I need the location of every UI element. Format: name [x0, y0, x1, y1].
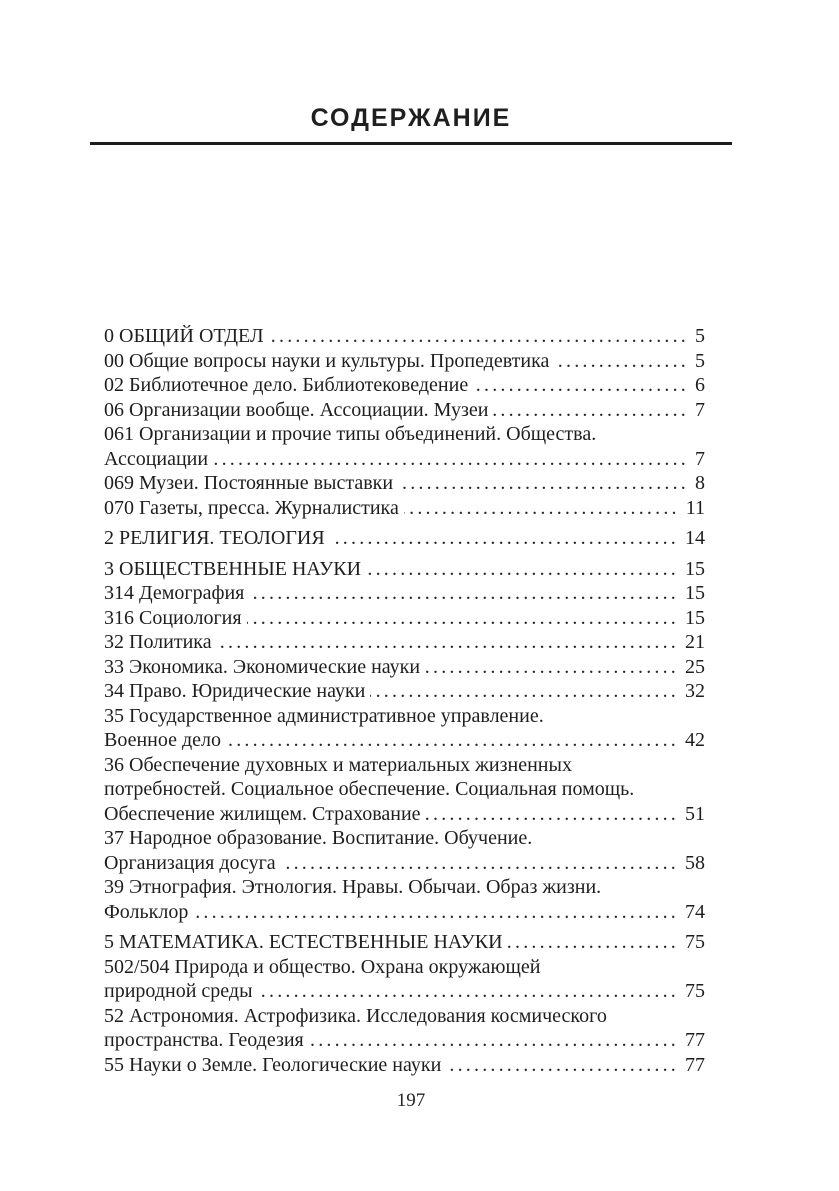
toc-entry: [104, 1004, 705, 1053]
toc-entry-line: 52 Астрономия. Астрофизика. Исследования космического: [104, 1004, 607, 1027]
toc-entry: [104, 496, 705, 521]
toc-entry: [104, 526, 705, 551]
toc-page-number: 32: [685, 680, 705, 702]
dot-leader: [226, 728, 679, 753]
toc-entry-text: Военное дело: [104, 729, 222, 751]
toc-entry-text: Фольклор: [104, 900, 189, 923]
toc-entry-line-with-leader: [104, 930, 705, 955]
toc-entry-line-with-leader: [104, 851, 705, 876]
dot-leader: [446, 1053, 679, 1078]
toc-entry-line: 502/504 Природа и общество. Охрана окружающей: [104, 955, 541, 978]
toc-page-number: 6: [695, 374, 705, 396]
toc-entry-text: Организация досуга: [104, 851, 276, 874]
dot-leader: [213, 447, 689, 472]
dot-leader: [398, 471, 689, 496]
toc-page-number: 14: [685, 527, 705, 549]
table-of-contents: [104, 324, 705, 1077]
dot-leader: [493, 398, 689, 423]
toc-entry-text: Ассоциации: [104, 447, 209, 470]
toc-entry: [104, 398, 705, 423]
dot-leader: [425, 655, 679, 680]
toc-page-number: 75: [685, 931, 705, 953]
toc-entry-text: 02 Библиотечное дело. Библиотековедение: [104, 374, 469, 396]
toc-entry: [104, 373, 705, 398]
toc-entry-line-with-leader: [104, 679, 705, 704]
dot-leader: [426, 802, 679, 827]
toc-entry: [104, 875, 705, 924]
toc-entry-text: 316 Социология: [104, 606, 242, 629]
dot-leader: [404, 496, 680, 521]
toc-entry-line-with-leader: [104, 471, 705, 496]
toc-page-number: 51: [685, 802, 705, 825]
toc-page-number: 42: [685, 729, 705, 751]
toc-page-number: 75: [685, 980, 705, 1002]
toc-page-number: 21: [685, 631, 705, 653]
toc-entry-line-with-leader: [104, 349, 705, 374]
toc-entry: [104, 753, 705, 827]
toc-page-number: 15: [685, 606, 705, 629]
toc-page-number: 7: [695, 398, 705, 421]
toc-entry-text: 069 Музеи. Постоянные выставки: [104, 472, 394, 494]
dot-leader: [193, 900, 679, 925]
toc-entry-text: 33 Экономика. Экономические науки: [104, 655, 421, 678]
toc-entry-text: 34 Право. Юридические науки: [104, 680, 366, 702]
toc-entry-text: 0 ОБЩИЙ ОТДЕЛ: [104, 325, 264, 347]
toc-entry: [104, 606, 705, 631]
toc-entry-line-with-leader: [104, 324, 705, 349]
toc-header: [90, 103, 732, 145]
toc-entry: [104, 581, 705, 606]
toc-entry-line: 061 Организации и прочие типы объединений. Общества.: [104, 423, 597, 445]
toc-entry: [104, 1053, 705, 1078]
toc-entry-text: 5 МАТЕМАТИКА. ЕСТЕСТВЕННЫЕ НАУКИ: [104, 931, 503, 953]
toc-entry-line: 36 Обеспечение духовных и материальных жизненных: [104, 753, 572, 776]
toc-entry-line-with-leader: [104, 655, 705, 680]
dot-leader: [249, 581, 679, 606]
toc-entry-text: 2 РЕЛИГИЯ. ТЕОЛОГИЯ: [104, 527, 325, 549]
toc-entry-line-with-leader: [104, 979, 705, 1004]
toc-entry-text: Обеспечение жилищем. Страхование: [104, 802, 421, 825]
toc-entry-text: 070 Газеты, пресса. Журналистика: [104, 496, 399, 519]
dot-leader: [370, 679, 679, 704]
toc-entry: [104, 704, 705, 753]
toc-entry-line-with-leader: [104, 557, 705, 582]
toc-page-number: 5: [695, 349, 705, 372]
toc-entry-line-with-leader: [104, 398, 705, 423]
dot-leader: [330, 526, 679, 551]
toc-page-number: 77: [685, 1053, 705, 1076]
toc-page-number: 58: [685, 851, 705, 874]
toc-entry-text: пространства. Геодезия: [104, 1029, 304, 1051]
page-title: СОДЕРЖАНИЕ: [310, 104, 512, 132]
toc-entry-line-with-leader: [104, 496, 705, 521]
toc-entry-line-with-leader: [104, 526, 705, 551]
dot-leader: [473, 373, 689, 398]
toc-entry-line: 39 Этнография. Этнология. Нравы. Обычаи. Образ жизни.: [104, 876, 602, 898]
toc-entry-text: 06 Организации вообще. Ассоциации. Музеи: [104, 398, 489, 421]
dot-leader: [309, 1028, 679, 1053]
toc-entry-line-with-leader: [104, 1028, 705, 1053]
toc-entry-text: 00 Общие вопросы науки и культуры. Пропедевтика: [104, 349, 550, 372]
toc-entry: [104, 349, 705, 374]
toc-entry-line-with-leader: [104, 373, 705, 398]
dot-leader: [554, 349, 689, 374]
toc-page-number: 77: [685, 1029, 705, 1051]
toc-entry-line: 35 Государственное административное управление.: [104, 704, 544, 727]
toc-entry-line-with-leader: [104, 606, 705, 631]
toc-entry-line-with-leader: [104, 728, 705, 753]
dot-leader: [247, 606, 679, 631]
toc-entry: [104, 422, 705, 471]
toc-page-number: 8: [695, 472, 705, 494]
toc-entry-line-with-leader: [104, 447, 705, 472]
toc-entry-text: 314 Демография: [104, 582, 245, 604]
toc-entry: [104, 630, 705, 655]
toc-entry-line-with-leader: [104, 630, 705, 655]
toc-entry-line-with-leader: [104, 1053, 705, 1078]
toc-page-number: 7: [695, 447, 705, 470]
dot-leader: [269, 324, 689, 349]
toc-page-number: 15: [685, 582, 705, 604]
toc-entry: [104, 826, 705, 875]
folio-page-number: 197: [396, 1090, 426, 1111]
toc-entry-text: 32 Политика: [104, 631, 212, 653]
dot-leader: [366, 557, 679, 582]
dot-leader: [281, 851, 679, 876]
toc-page-number: 25: [685, 655, 705, 678]
toc-page-number: 5: [695, 325, 705, 347]
toc-entry-text: 55 Науки о Земле. Геологические науки: [104, 1053, 442, 1076]
toc-entry-line: потребностей. Социальное обеспечение. Социальная помощь.: [104, 778, 635, 800]
toc-page-number: 74: [685, 900, 705, 923]
toc-entry-line-with-leader: [104, 581, 705, 606]
toc-entry: [104, 655, 705, 680]
toc-entry-line-with-leader: [104, 900, 705, 925]
dot-leader: [258, 979, 679, 1004]
page-footer: [90, 1089, 732, 1113]
toc-entry-text: природной среды: [104, 980, 253, 1002]
toc-entry: [104, 955, 705, 1004]
toc-entry: [104, 679, 705, 704]
toc-entry-text: 3 ОБЩЕСТВЕННЫЕ НАУКИ: [104, 557, 362, 580]
toc-entry: [104, 930, 705, 955]
dot-leader: [217, 630, 679, 655]
toc-entry-line-with-leader: [104, 802, 705, 827]
toc-entry: [104, 471, 705, 496]
toc-page-number: 15: [685, 557, 705, 580]
toc-entry: [104, 324, 705, 349]
toc-entry: [104, 557, 705, 582]
dot-leader: [508, 930, 679, 955]
toc-entry-line: 37 Народное образование. Воспитание. Обучение.: [104, 827, 533, 849]
toc-page-number: 11: [685, 496, 705, 519]
